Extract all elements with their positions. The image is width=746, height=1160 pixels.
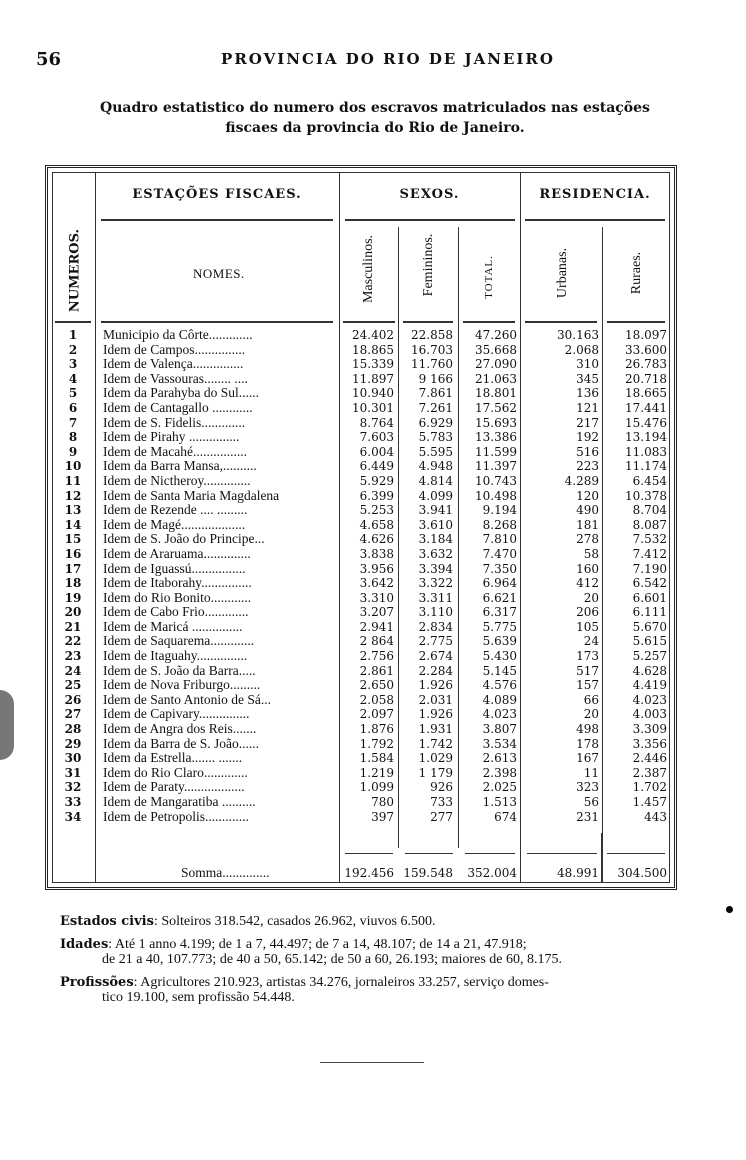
table-row: 7 Idem de S. Fidelis............. 8.764 6.929 15.693 217 15.476 [68, 415, 667, 430]
header-masculinos: Masculinos. [361, 234, 376, 304]
sum-rule [607, 853, 665, 854]
note-label: Idades [60, 937, 109, 952]
table-body [53, 328, 669, 824]
note-estados-civis: Estados civis: Solteiros 318.542, casados 26.962, viuvos 6.500. [60, 914, 436, 929]
table-row: 6 Idem de Cantagallo ............ 10.301 7.261 17.562 121 17.441 [68, 400, 667, 415]
table-row: 29 Idem da Barra de S. João...... 1.792 1.742 3.534 178 3.356 [64, 736, 667, 751]
sum-rule [405, 853, 453, 854]
table-title-line-1: Quadro estatistico do numero dos escravos matriculados nas estações [100, 100, 650, 116]
header-sexos: SEXOS. [399, 187, 460, 202]
header-estacoes-fiscaes: ESTAÇÕES FISCAES. [132, 187, 302, 202]
notes-section [60, 914, 700, 1013]
sum-rule [465, 853, 515, 854]
table-row: 4 Idem de Vassouras........ .... 11.897 9 166 21.063 345 20.718 [68, 371, 667, 386]
table-row: 32 Idem de Paraty.................. 1.099 926 2.025 323 1.702 [64, 780, 667, 795]
note-label: Estados civis [60, 914, 154, 929]
ink-spot [726, 906, 733, 913]
header-femininos: Femininos. [421, 233, 436, 297]
header-rule [463, 321, 515, 323]
table-row: 31 Idem do Rio Claro............. 1.219 1 179 2.398 11 2.387 [64, 765, 667, 780]
table-row: 23 Idem de Itaguahy............... 2.756 2.674 5.430 173 5.257 [64, 649, 667, 664]
sum-femininos: 159.548 [403, 866, 453, 880]
table-row: 14 Idem de Magé................... 4.658 3.610 8.268 181 8.087 [64, 517, 667, 532]
sum-ruraes: 304.500 [617, 866, 667, 880]
header-ruraes: Ruraes. [629, 251, 644, 295]
table-row: 11 Idem de Nictheroy.............. 5.929 4.814 10.743 4.289 6.454 [64, 473, 667, 488]
header-urbanas: Urbanas. [555, 247, 570, 299]
table-row: 1 Municipio da Côrte............. 24.402 22.858 47.260 30.163 18.097 [68, 328, 667, 342]
table-row: 8 Idem de Pirahy ............... 7.603 5.783 13.386 192 13.194 [68, 430, 667, 445]
note-idades: Idades: Até 1 anno 4.199; de 1 a 7, 44.497; de 7 a 14, 48.107; de 14 a 21, 47.918; de 21 a 40, 107.773; de 40 a 50, 65.142; de 50 a 60, 26.193; maiores de 60, 8.175. [60, 937, 562, 967]
table-row: 17 Idem de Iguassú................ 3.956 3.394 7.350 160 7.190 [64, 561, 667, 576]
table-row: 13 Idem de Rezende .... ......... 5.253 3.941 9.194 490 8.704 [64, 503, 667, 518]
table-row: 12 Idem de Santa Maria Magdalena 6.399 4.099 10.498 120 10.378 [64, 488, 667, 503]
table-row: 15 Idem de S. João do Principe... 4.626 3.184 7.810 278 7.532 [64, 532, 667, 547]
table-row: 2 Idem de Campos............... 18.865 16.703 35.668 2.068 33.600 [68, 342, 667, 357]
header-rule [343, 321, 395, 323]
table-row: 19 Idem do Rio Bonito............ 3.310 3.311 6.621 20 6.601 [64, 590, 667, 605]
table-row: 33 Idem de Mangaratiba .......... 780 733 1.513 56 1.457 [64, 795, 667, 809]
header-rule [403, 321, 453, 323]
table-row: 3 Idem de Valença............... 15.339 11.760 27.090 310 26.783 [68, 357, 667, 372]
sum-row [53, 863, 669, 883]
scan-binding-mark [0, 690, 14, 760]
header-rule [525, 219, 665, 221]
header-rule [607, 321, 665, 323]
table-row: 18 Idem de Itaborahy............... 3.642 3.322 6.964 412 6.542 [64, 576, 667, 591]
footer-rule [320, 1062, 424, 1063]
header-rule [525, 321, 597, 323]
header-residencia: RESIDENCIA. [539, 187, 651, 202]
table-title [40, 98, 710, 138]
header-rule [101, 321, 333, 323]
note-profissoes: Profissões: Agricultores 210.923, artistas 34.276, jornaleiros 33.257, serviço domes- tico 19.100, sem profissão 54.448. [60, 975, 549, 1005]
table-row: 28 Idem de Angra dos Reis....... 1.876 1.931 3.807 498 3.309 [64, 722, 667, 737]
table-row: 34 Idem de Petropolis............. 397 277 674 231 443 [64, 809, 667, 824]
header-rule [55, 321, 91, 323]
table-row: 24 Idem de S. João da Barra..... 2.861 2.284 5.145 517 4.628 [64, 663, 667, 678]
sum-label: Somma.............. [181, 865, 270, 880]
table-row: 26 Idem de Santo Antonio de Sá... 2.058 2.031 4.089 66 4.023 [64, 692, 667, 707]
table-row: 16 Idem de Araruama.............. 3.838 3.632 7.470 58 7.412 [64, 546, 667, 561]
sum-masculinos: 192.456 [344, 866, 394, 880]
table-row: 20 Idem de Cabo Frio............. 3.207 3.110 6.317 206 6.111 [64, 605, 667, 620]
header-nomes: NOMES. [193, 266, 245, 281]
sum-rule [527, 853, 597, 854]
table-row: 9 Idem de Macahé................ 6.004 5.595 11.599 516 11.083 [68, 444, 667, 459]
sum-total: 352.004 [467, 866, 517, 880]
statistics-table [45, 165, 677, 890]
table-row: 22 Idem de Saquarema............. 2 864 2.775 5.639 24 5.615 [64, 634, 667, 649]
table-row: 27 Idem de Capivary............... 2.097 1.926 4.023 20 4.003 [64, 707, 667, 722]
page-number: 56 [36, 49, 62, 70]
table-row: 21 Idem de Maricá ............... 2.941 2.834 5.775 105 5.670 [64, 619, 667, 634]
table-row: 30 Idem da Estrella....... ....... 1.584 1.029 2.613 167 2.446 [64, 751, 667, 766]
table-row: 25 Idem de Nova Friburgo......... 2.650 1.926 4.576 157 4.419 [64, 678, 667, 693]
sum-rule [345, 853, 393, 854]
note-label: Profissões [60, 975, 134, 990]
running-head: PROVINCIA DO RIO DE JANEIRO [221, 50, 555, 68]
header-numeros: NUMEROS. [67, 228, 83, 313]
table-row: 5 Idem da Parahyba do Sul...... 10.940 7.861 18.801 136 18.665 [68, 386, 667, 401]
table-title-line-2: fiscaes da provincia do Rio de Janeiro. [225, 120, 525, 136]
header-rule [101, 219, 333, 221]
table-row: 10 Idem da Barra Mansa,.......... 6.449 4.948 11.397 223 11.174 [64, 459, 667, 474]
header-total: TOTAL. [483, 255, 495, 299]
sum-urbanas: 48.991 [557, 866, 599, 880]
table-frame [52, 172, 670, 883]
